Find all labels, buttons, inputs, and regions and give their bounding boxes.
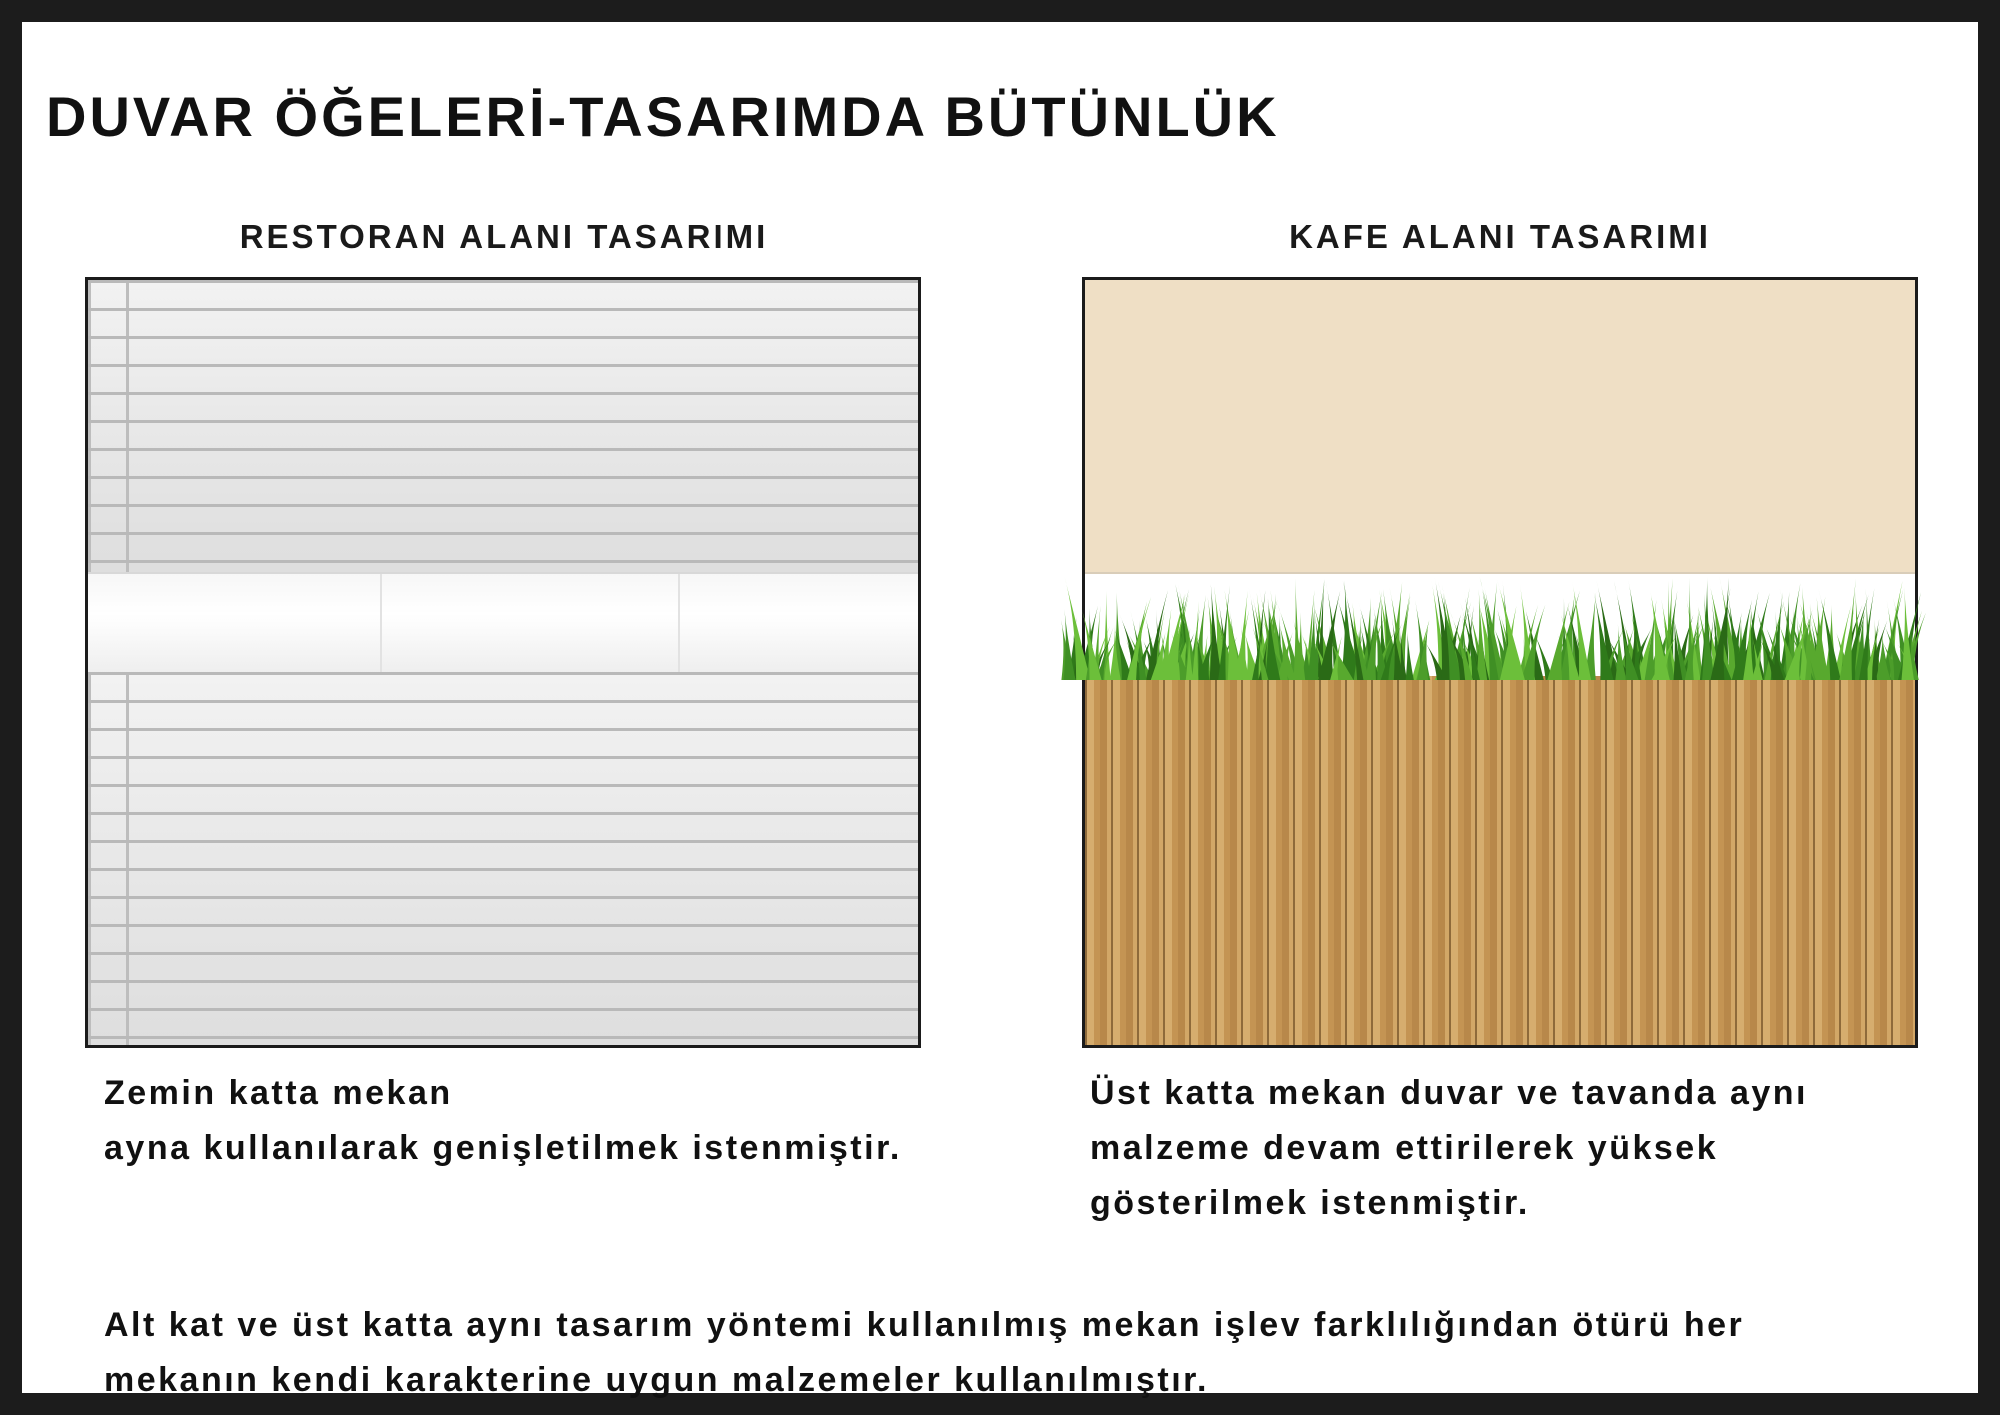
brick-wall-upper <box>88 280 918 572</box>
restoran-wall-image <box>85 277 921 1048</box>
mirror-seam <box>380 574 382 674</box>
mirror-seam <box>678 574 680 674</box>
grass-blade <box>1406 629 1414 680</box>
plaster-wall <box>1085 280 1915 574</box>
summary-text <box>104 1298 1744 1408</box>
restoran-heading: RESTORAN ALANI TASARIMI <box>239 218 769 255</box>
caption-line: gösterilmek istenmiştir. <box>1090 1184 1530 1222</box>
presentation-sheet <box>22 22 1978 1399</box>
caption-line: Zemin katta mekan <box>104 1074 453 1112</box>
restoran-caption <box>104 1066 902 1176</box>
grass-strip <box>1067 576 1915 680</box>
kafe-caption <box>1090 1066 1808 1231</box>
wood-slat-wall <box>1085 676 1915 1045</box>
caption-line: malzeme devam ettirilerek yüksek <box>1090 1129 1719 1167</box>
summary-line: mekanın kendi karakterine uygun malzemeler kullanılmıştır. <box>104 1361 1209 1399</box>
brick-wall-lower <box>88 672 918 1045</box>
caption-line: ayna kullanılarak genişletilmek istenmiştir. <box>104 1129 902 1167</box>
kafe-heading: KAFE ALANI TASARIMI <box>1289 218 1711 255</box>
page-title: DUVAR ÖĞELERİ-TASARIMDA BÜTÜNLÜK <box>46 85 1280 148</box>
summary-line: Alt kat ve üst katta aynı tasarım yöntemi kullanılmış mekan işlev farklılığından ötürü her <box>104 1306 1745 1344</box>
mirror-band <box>88 572 918 676</box>
kafe-wall-image <box>1082 277 1918 1048</box>
caption-line: Üst katta mekan duvar ve tavanda aynı <box>1090 1074 1808 1112</box>
